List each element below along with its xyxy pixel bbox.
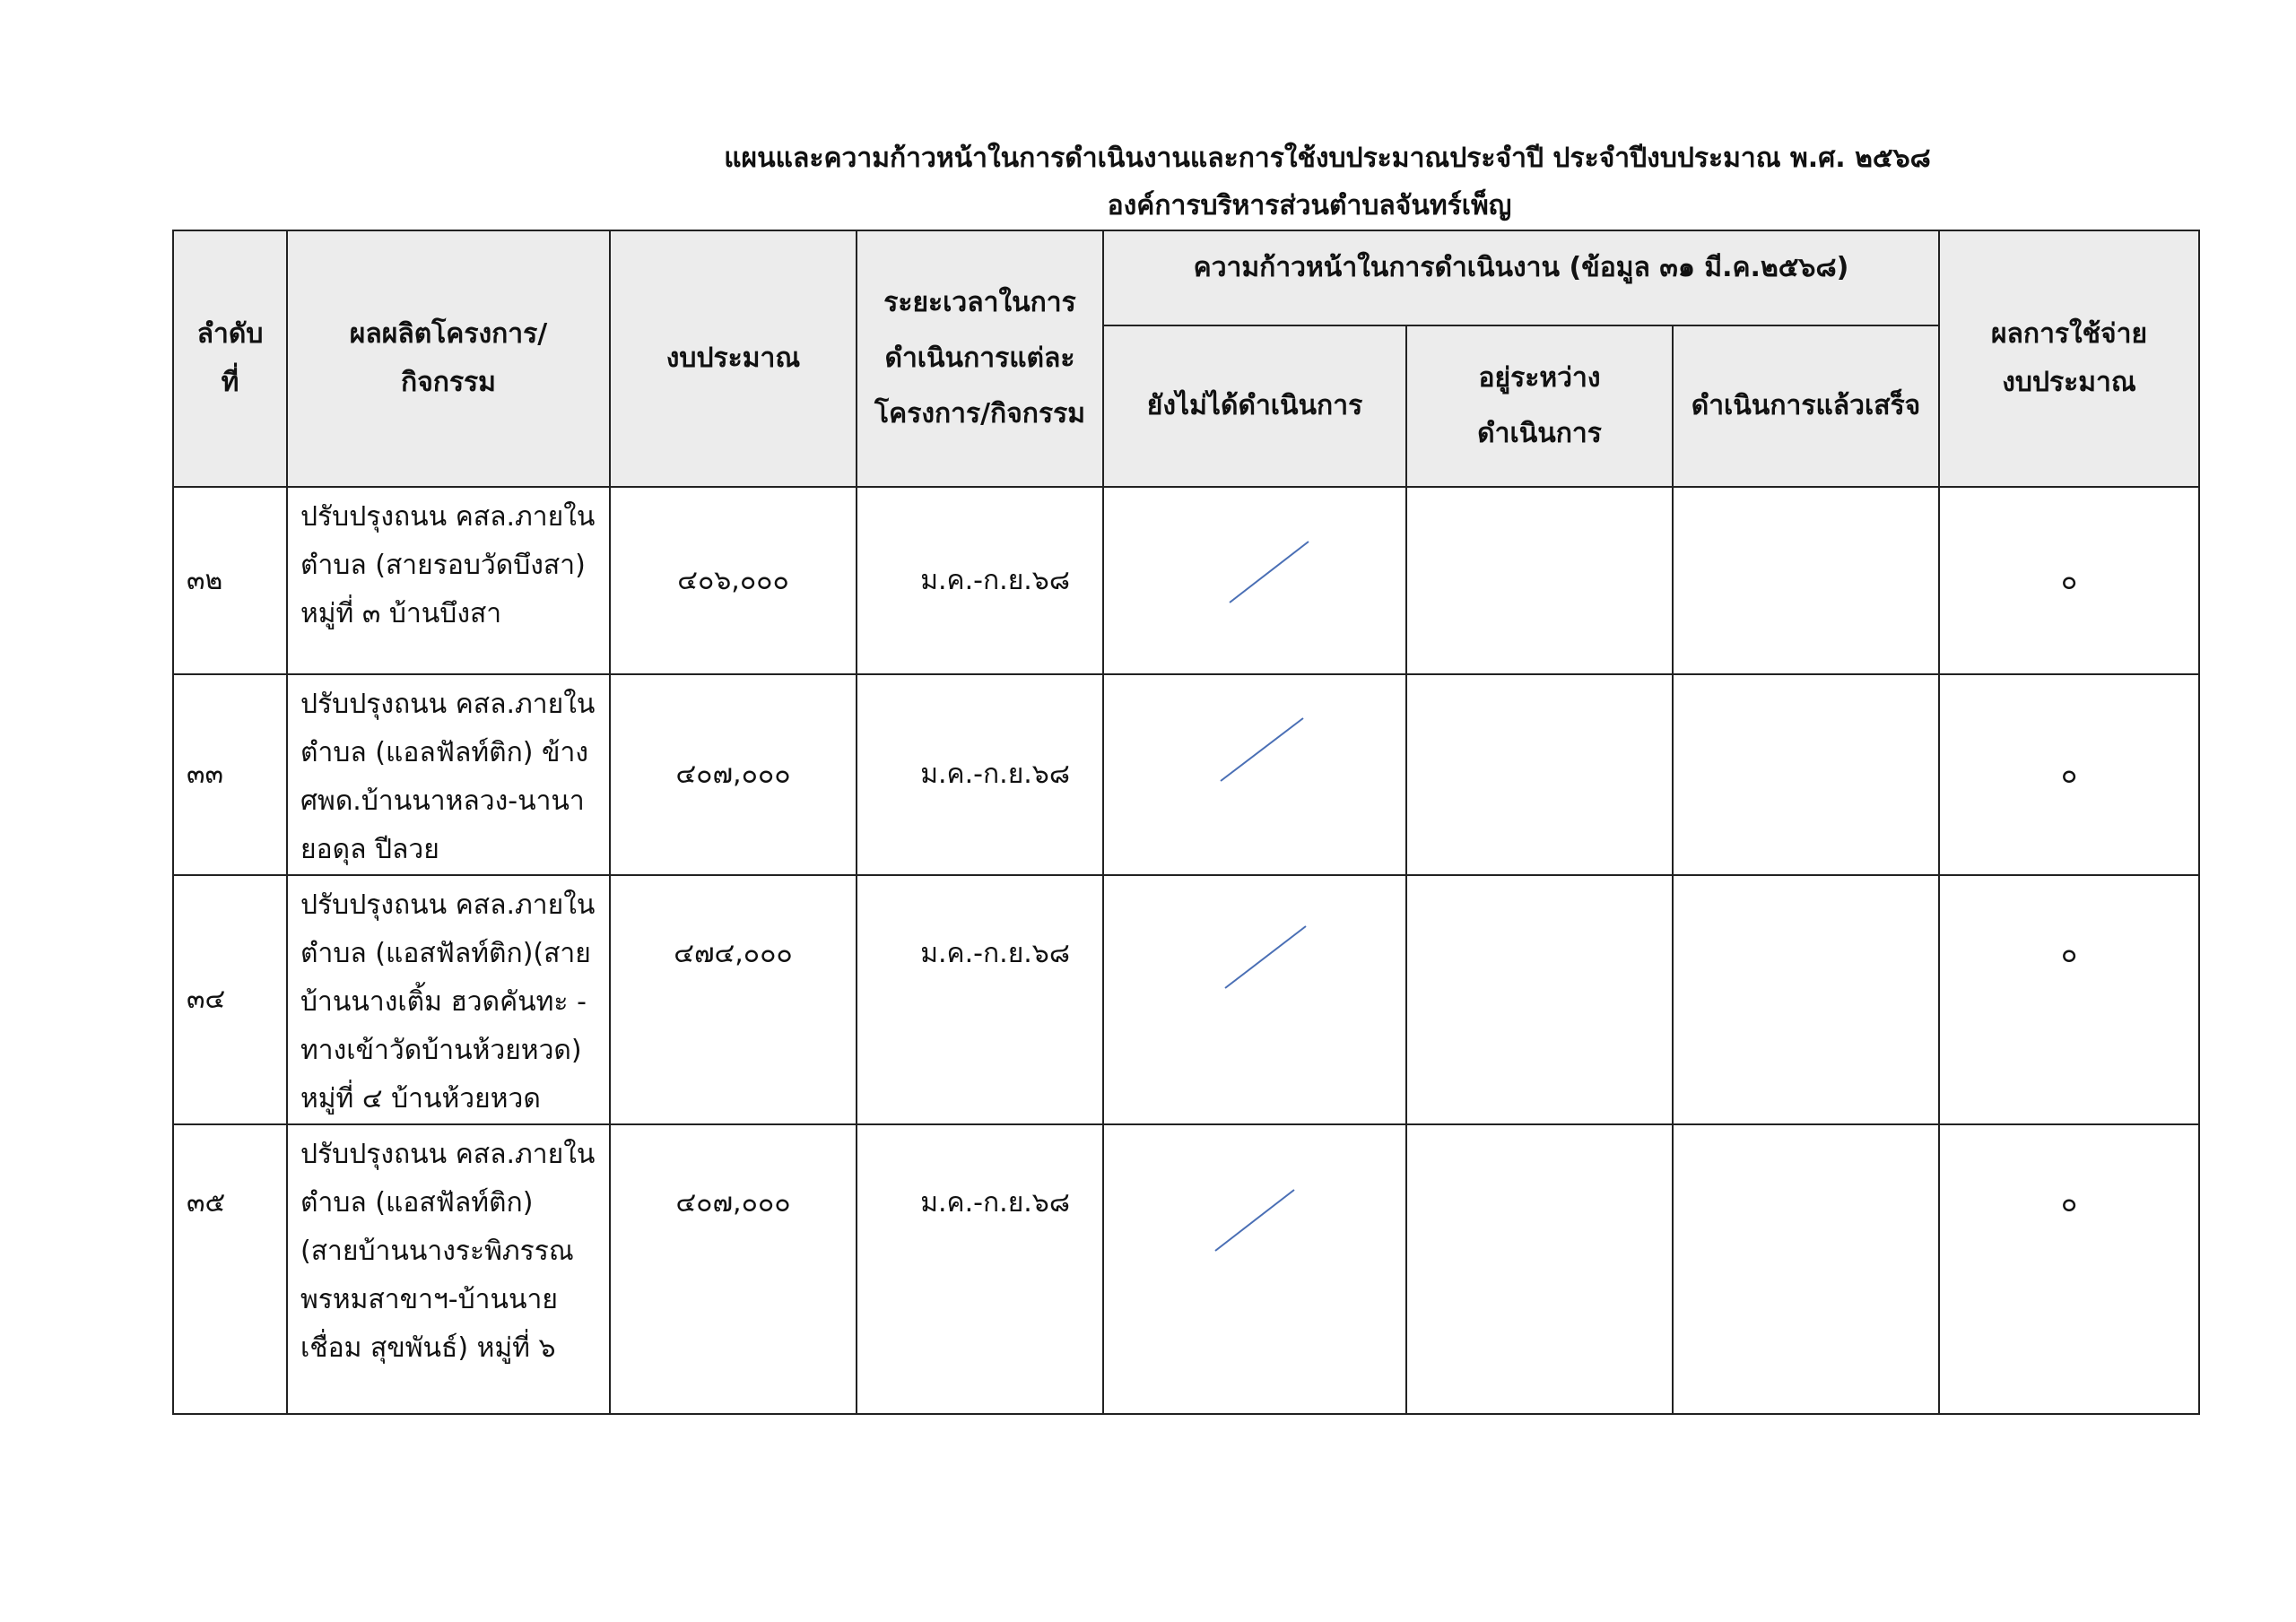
check-mark-icon — [1104, 488, 1407, 675]
row-not-started-cell — [1103, 875, 1406, 1124]
document-title: แผนและความก้าวหน้าในการดำเนินงานและการใช้งบประมาณประจำปี ประจำปีงบประมาณ พ.ศ. ๒๕๖๘ — [724, 143, 1931, 174]
row-no: ๓๓ — [173, 674, 287, 875]
row-budget: ๔๐๗,๐๐๐ — [610, 674, 857, 875]
check-mark-icon — [1104, 675, 1407, 868]
row-completed-cell — [1673, 487, 1939, 674]
row-in-progress-cell — [1406, 875, 1673, 1124]
header-in-progress: อยู่ระหว่าง ดำเนินการ — [1406, 325, 1673, 487]
check-mark-icon — [1104, 1125, 1407, 1415]
row-project: ปรับปรุงถนน คสล.ภายใน ตำบล (สายรอบวัดบึงสา) หมู่ที่ ๓ บ้านบึงสา — [287, 487, 610, 674]
table-row — [173, 487, 2199, 674]
row-budget: ๔๗๔,๐๐๐ — [610, 875, 857, 1124]
row-completed-cell — [1673, 875, 1939, 1124]
row-budget: ๔๐๗,๐๐๐ — [610, 1124, 857, 1414]
table-body — [173, 487, 2199, 1414]
row-in-progress-cell — [1406, 487, 1673, 674]
row-project: ปรับปรุงถนน คสล.ภายใน ตำบล (แอสฟัลท์ติก)(สาย บ้านนางเติ้ม ฮวดคันทะ - ทางเข้าวัดบ้านห้วยหวด) หมู่ที่ ๔ บ้านห้วยหวด — [287, 875, 610, 1124]
row-not-started-cell — [1103, 1124, 1406, 1414]
row-period: ม.ค.-ก.ย.๖๘ — [857, 875, 1103, 1124]
row-spent: ๐ — [1939, 875, 2199, 1124]
row-no: ๓๔ — [173, 875, 287, 1124]
progress-table — [172, 230, 2200, 1415]
row-not-started-cell — [1103, 487, 1406, 674]
row-budget: ๔๐๖,๐๐๐ — [610, 487, 857, 674]
header-progress-group: ความก้าวหน้าในการดำเนินงาน (ข้อมูล ๓๑ มี.ค.๒๕๖๘) — [1103, 230, 1939, 325]
row-project: ปรับปรุงถนน คสล.ภายใน ตำบล (แอลฟัลท์ติก) ข้าง ศพด.บ้านนาหลวง-นานา ยอดุล ปีลวย — [287, 674, 610, 875]
row-completed-cell — [1673, 1124, 1939, 1414]
organization-name: องค์การบริหารส่วนตำบลจันทร์เพ็ญ — [1107, 190, 1512, 221]
header-not-started: ยังไม่ได้ดำเนินการ — [1103, 325, 1406, 487]
header-completed: ดำเนินการแล้วเสร็จ — [1673, 325, 1939, 487]
row-project: ปรับปรุงถนน คสล.ภายใน ตำบล (แอสฟัลท์ติก) (สายบ้านนางระพิภรรณ พรหมสาขาฯ-บ้านนาย เชื่อม สุขพันธ์) หมู่ที่ ๖ — [287, 1124, 610, 1414]
row-spent: ๐ — [1939, 674, 2199, 875]
check-mark-icon — [1104, 876, 1407, 1117]
header-project: ผลผลิตโครงการ/ กิจกรรม — [287, 230, 610, 487]
header-no: ลำดับ ที่ — [173, 230, 287, 487]
row-no: ๓๒ — [173, 487, 287, 674]
header-period: ระยะเวลาในการ ดำเนินการแต่ละ โครงการ/กิจกรรม — [857, 230, 1103, 487]
table-row — [173, 875, 2199, 1124]
table-row — [173, 1124, 2199, 1414]
table-row — [173, 674, 2199, 875]
row-period: ม.ค.-ก.ย.๖๘ — [857, 487, 1103, 674]
row-spent: ๐ — [1939, 487, 2199, 674]
header-budget: งบประมาณ — [610, 230, 857, 487]
row-in-progress-cell — [1406, 674, 1673, 875]
row-period: ม.ค.-ก.ย.๖๘ — [857, 1124, 1103, 1414]
row-completed-cell — [1673, 674, 1939, 875]
row-spent: ๐ — [1939, 1124, 2199, 1414]
row-no: ๓๕ — [173, 1124, 287, 1414]
header-spent: ผลการใช้จ่าย งบประมาณ — [1939, 230, 2199, 487]
row-period: ม.ค.-ก.ย.๖๘ — [857, 674, 1103, 875]
row-not-started-cell — [1103, 674, 1406, 875]
row-in-progress-cell — [1406, 1124, 1673, 1414]
